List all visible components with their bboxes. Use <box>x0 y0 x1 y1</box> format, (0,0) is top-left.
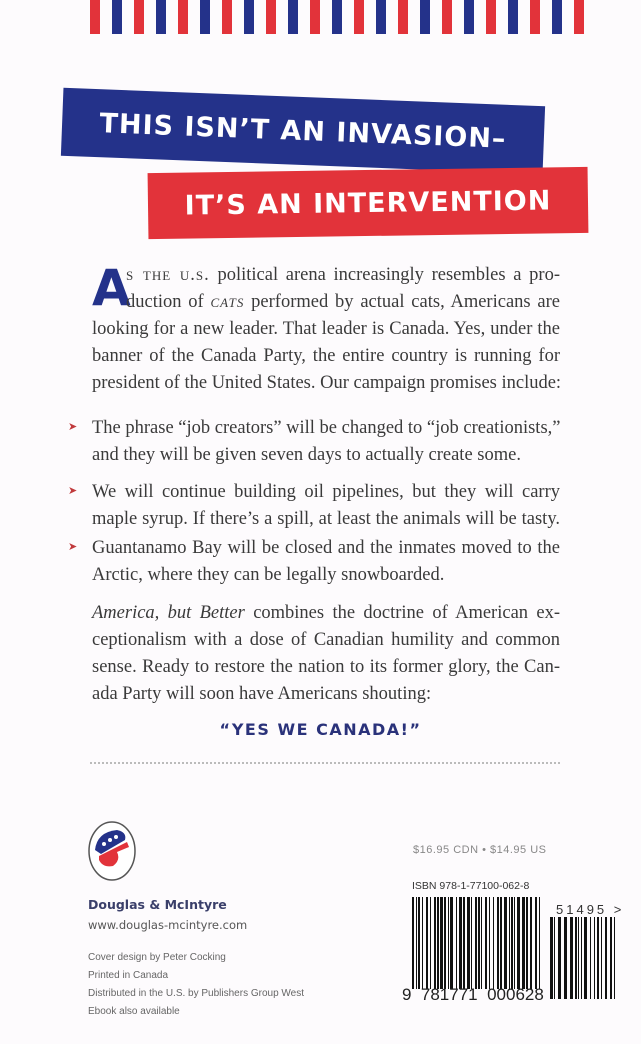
barcode-bar <box>475 897 477 989</box>
barcode-bar <box>614 917 615 999</box>
text: political arena increasingly resembles a pro- <box>209 265 560 285</box>
small-caps-text: cats <box>210 292 245 312</box>
barcode-bar <box>535 897 537 989</box>
barcode-bar <box>504 897 507 989</box>
text: combines the doctrine of American ex- <box>244 603 561 623</box>
stripe <box>486 0 496 34</box>
barcode-bar <box>564 917 567 999</box>
barcode-bar <box>500 897 502 989</box>
text-line: ada Party will soon have Americans shouting: <box>92 684 432 704</box>
barcode-bar <box>459 897 462 989</box>
text-line <box>126 289 560 316</box>
stripe <box>112 0 122 34</box>
barcode-bar <box>539 897 540 989</box>
barcode-bar <box>485 897 487 989</box>
book-title: America, but Better <box>92 603 245 623</box>
text-line: ceptionalism with a dose of Canadian humility and common <box>92 630 560 650</box>
stripe <box>398 0 408 34</box>
barcode-bar <box>605 917 607 999</box>
barcode-bar <box>558 917 561 999</box>
barcode-bar <box>448 897 449 989</box>
barcode-bar <box>584 917 587 999</box>
barcode-bar <box>444 897 446 989</box>
stripe <box>244 0 254 34</box>
barcode-bar <box>554 917 555 999</box>
barcode-bar <box>509 897 510 989</box>
barcode-bar <box>463 897 465 989</box>
text-line: sense. Ready to restore the nation to its former glory, the Can- <box>92 657 560 677</box>
stripe <box>332 0 342 34</box>
stripe <box>288 0 298 34</box>
barcode-bar <box>493 897 494 989</box>
stripe <box>134 0 144 34</box>
credit-line: Printed in Canada <box>88 970 169 981</box>
triangle-bullet-icon: ➤ <box>68 540 78 553</box>
barcode-bar <box>450 897 453 989</box>
text-line: Guantanamo Bay will be closed and the inmates moved to the <box>92 538 560 558</box>
publisher-logo-icon <box>87 820 137 882</box>
barcode-bar <box>594 917 595 999</box>
isbn: ISBN 978-1-77100-062-8 <box>412 880 530 892</box>
barcode-bar <box>517 897 520 989</box>
publisher-name: Douglas & McIntyre <box>88 897 227 912</box>
barcode-bar <box>550 917 553 999</box>
stripe <box>156 0 166 34</box>
barcode-bar <box>570 917 573 999</box>
barcode-bar <box>412 897 414 989</box>
stripe <box>552 0 562 34</box>
addon-digits: 51495 > <box>556 902 625 917</box>
headline-banner-blue <box>61 88 545 174</box>
barcode-bar <box>418 897 420 989</box>
barcode-bar <box>581 917 582 999</box>
credit-line: Distributed in the U.S. by Publishers Group West <box>88 988 305 999</box>
barcode-digits: 9 781771 000628 <box>402 985 544 1004</box>
stripe <box>530 0 540 34</box>
headline-banner-red <box>148 167 589 239</box>
text: duction of <box>126 292 211 312</box>
barcode-bar <box>478 897 480 989</box>
small-caps-text: s the u.s. <box>126 265 210 285</box>
barcode-bar <box>434 897 436 989</box>
barcode-bar <box>471 897 472 989</box>
stripe <box>310 0 320 34</box>
text-line: maple syrup. If there’s a spill, at least the animals will be tasty. <box>92 509 560 529</box>
stripe <box>420 0 430 34</box>
headline-line-2: IT’S AN INTERVENTION <box>184 184 552 222</box>
barcode-bar <box>575 917 577 999</box>
text-line: and they will be given seven days to actually create some. <box>92 445 521 465</box>
drop-cap: A <box>92 259 131 317</box>
headline-line-1: THIS ISN’T AN INVASION– <box>98 107 507 155</box>
barcode-bar <box>430 897 431 989</box>
barcode-bar <box>578 917 579 999</box>
text-line <box>126 262 560 289</box>
stripe <box>574 0 584 34</box>
barcode-bar <box>597 917 599 999</box>
barcode-bar <box>456 897 457 989</box>
stripe <box>222 0 232 34</box>
triangle-bullet-icon: ➤ <box>68 484 78 497</box>
text-line: banner of the Canada Party, the entire country is running for <box>92 346 560 366</box>
dotted-divider <box>90 762 560 764</box>
barcode-bar <box>530 897 532 989</box>
text-line: looking for a new leader. That leader is Canada. Yes, under the <box>92 319 560 339</box>
barcode-bar <box>610 917 612 999</box>
barcode-bar <box>526 897 528 989</box>
barcode-bar <box>467 897 470 989</box>
barcode-bar <box>481 897 482 989</box>
stripe <box>442 0 452 34</box>
stripe <box>178 0 188 34</box>
stripe <box>90 0 100 34</box>
stripe <box>464 0 474 34</box>
barcode-bar <box>514 897 515 989</box>
flag-stripes <box>90 0 590 34</box>
price: $16.95 CDN • $14.95 US <box>413 844 547 856</box>
barcode-bar <box>489 897 490 989</box>
barcode-bar <box>522 897 525 989</box>
barcode-bar <box>426 897 428 989</box>
barcode-bar <box>422 897 423 989</box>
stripe <box>266 0 276 34</box>
text-line <box>92 600 560 627</box>
barcode-bar <box>437 897 439 989</box>
stripe <box>354 0 364 34</box>
stripe <box>376 0 386 34</box>
text-line: The phrase “job creators” will be changed to “job creationists,” <box>92 418 561 438</box>
barcode-bar <box>511 897 513 989</box>
text-line: We will continue building oil pipelines, but they will carry <box>92 482 560 502</box>
stripe <box>508 0 518 34</box>
triangle-bullet-icon: ➤ <box>68 420 78 433</box>
text-line: president of the United States. Our campaign promises include: <box>92 373 562 393</box>
publisher-url[interactable]: www.douglas-mcintyre.com <box>88 918 248 932</box>
text-line: Arctic, where they can be legally snowboarded. <box>92 565 445 585</box>
barcode-bar <box>497 897 499 989</box>
barcode-bar <box>590 917 591 999</box>
credit-line: Ebook also available <box>88 1006 180 1017</box>
barcode-bar <box>416 897 417 989</box>
credit-line: Cover design by Peter Cocking <box>88 952 226 963</box>
slogan: “YES WE CANADA!” <box>219 720 422 739</box>
stripe <box>200 0 210 34</box>
text: performed by actual cats, Americans are <box>244 292 560 312</box>
barcode-bar <box>440 897 443 989</box>
barcode-bar <box>601 917 602 999</box>
